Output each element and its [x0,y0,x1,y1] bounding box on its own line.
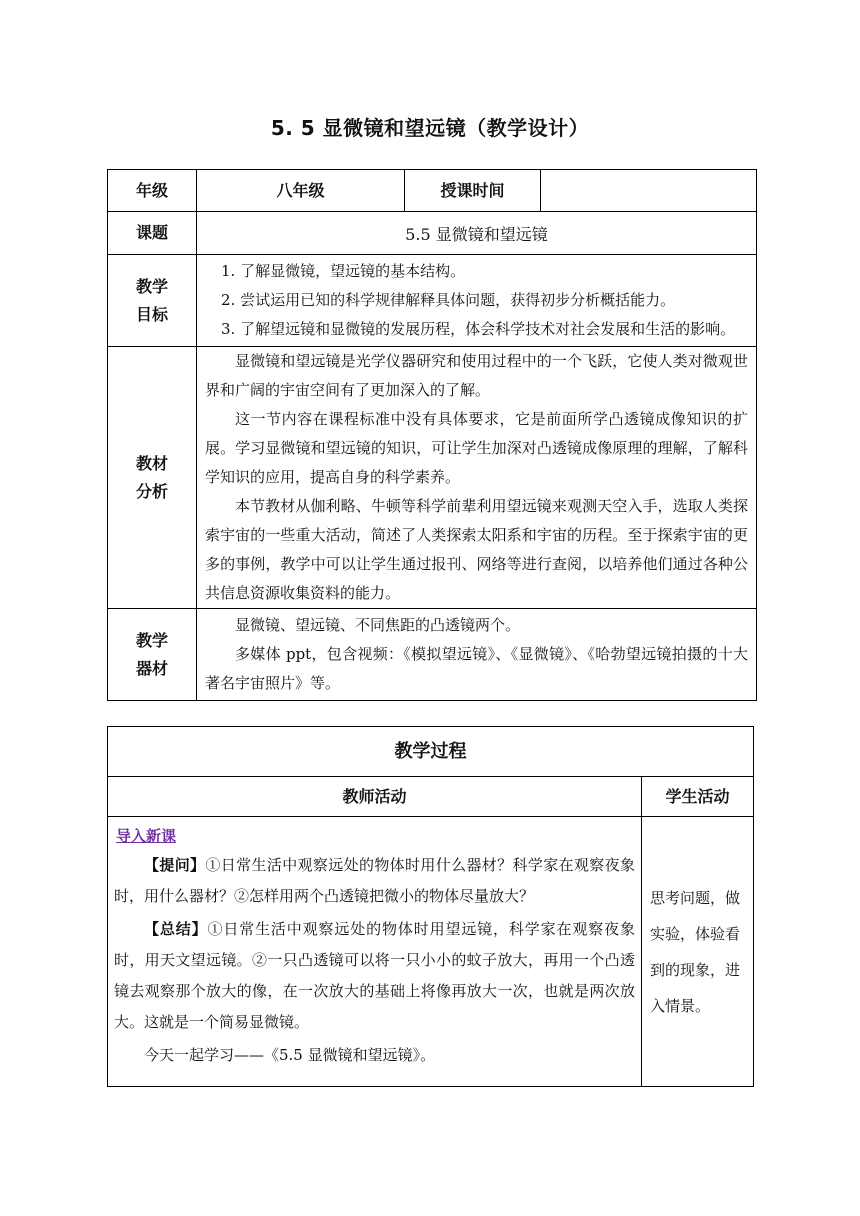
grade-value: 八年级 [197,170,405,212]
analysis-label-line1: 教材 [135,453,168,473]
goals-label-line1: 教学 [135,276,168,296]
question-tag: 【提问】 [144,856,206,874]
goals-cell [197,255,757,347]
equipment-paragraph: 多媒体 ppt，包含视频：《模拟望远镜》、《显微镜》、《哈勃望远镜拍摄的十大著名宇宙照片》等。 [205,645,748,692]
document-title: 5. 5 显微镜和望远镜（教学设计） [270,116,590,140]
section-title: 导入新课 [116,827,177,845]
process-title: 教学过程 [108,727,754,777]
goal-item: 2. 尝试运用已知的科学规律解释具体问题，获得初步分析概括能力。 [221,291,676,309]
student-activity-cell [642,817,754,1087]
info-table [107,169,757,701]
equipment-paragraph: 显微镜、望远镜、不同焦距的凸透镜两个。 [235,616,521,634]
question-paragraph [108,850,641,912]
grade-label: 年级 [108,170,197,212]
goal-item: 1. 了解显微镜，望远镜的基本结构。 [221,262,466,280]
closing-paragraph: 今天一起学习——《5.5 显微镜和望远镜》。 [144,1046,436,1064]
goals-label-line2: 目标 [135,304,168,324]
topic-value: 5.5 显微镜和望远镜 [197,212,757,255]
student-header: 学生活动 [642,777,754,817]
analysis-paragraph: 本节教材从伽利略、牛顿等科学前辈利用望远镜来观测天空入手，选取人类探索宇宙的一些重大活动，简述了人类探索太阳系和宇宙的历程。至于探索宇宙的更多的事例，教学中可以让学生通过报刊、网络等进行查阅，以培养他们通过各种公共信息资源收集资料的能力。 [205,497,748,602]
teacher-header: 教师活动 [108,777,642,817]
student-activity-text: 思考问题，做实验，体验看到的现象，进入情景。 [650,888,741,1015]
analysis-label-line2: 分析 [135,481,168,501]
time-label: 授课时间 [405,170,541,212]
time-value [541,170,757,212]
analysis-paragraph: 显微镜和望远镜是光学仪器研究和使用过程中的一个飞跃，它使人类对微观世界和广阔的宇宙空间有了更加深入的了解。 [205,352,748,399]
process-table [107,726,754,1087]
teacher-activity-cell [108,817,642,1087]
summary-text: ①日常生活中观察远处的物体时用望远镜，科学家在观察夜象时，用天文望远镜。②一只凸透镜可以将一只小小的蚊子放大，再用一个凸透镜去观察那个放大的像，在一次放大的基础上将像再放大一次，也就是两次放大。这就是一个简易显微镜。 [114,920,635,1031]
question-text: ①日常生活中观察远处的物体时用什么器材？科学家在观察夜象时，用什么器材？②怎样用两个凸透镜把微小的物体尽量放大？ [114,856,635,905]
summary-tag: 【总结】 [144,920,208,938]
equipment-cell [197,609,757,701]
goal-item: 3. 了解望远镜和显微镜的发展历程，体会科学技术对社会发展和生活的影响。 [221,320,736,338]
equipment-label [108,609,197,701]
analysis-cell [197,347,757,609]
analysis-paragraph: 这一节内容在课程标准中没有具体要求，它是前面所学凸透镜成像知识的扩展。学习显微镜和望远镜的知识，可让学生加深对凸透镜成像原理的理解，了解科学知识的应用，提高自身的科学素养。 [205,410,748,486]
analysis-label [108,347,197,609]
equipment-label-line2: 器材 [135,658,168,678]
summary-paragraph [108,914,641,1038]
goals-label [108,255,197,347]
equipment-label-line1: 教学 [135,630,168,650]
topic-label: 课题 [108,212,197,255]
